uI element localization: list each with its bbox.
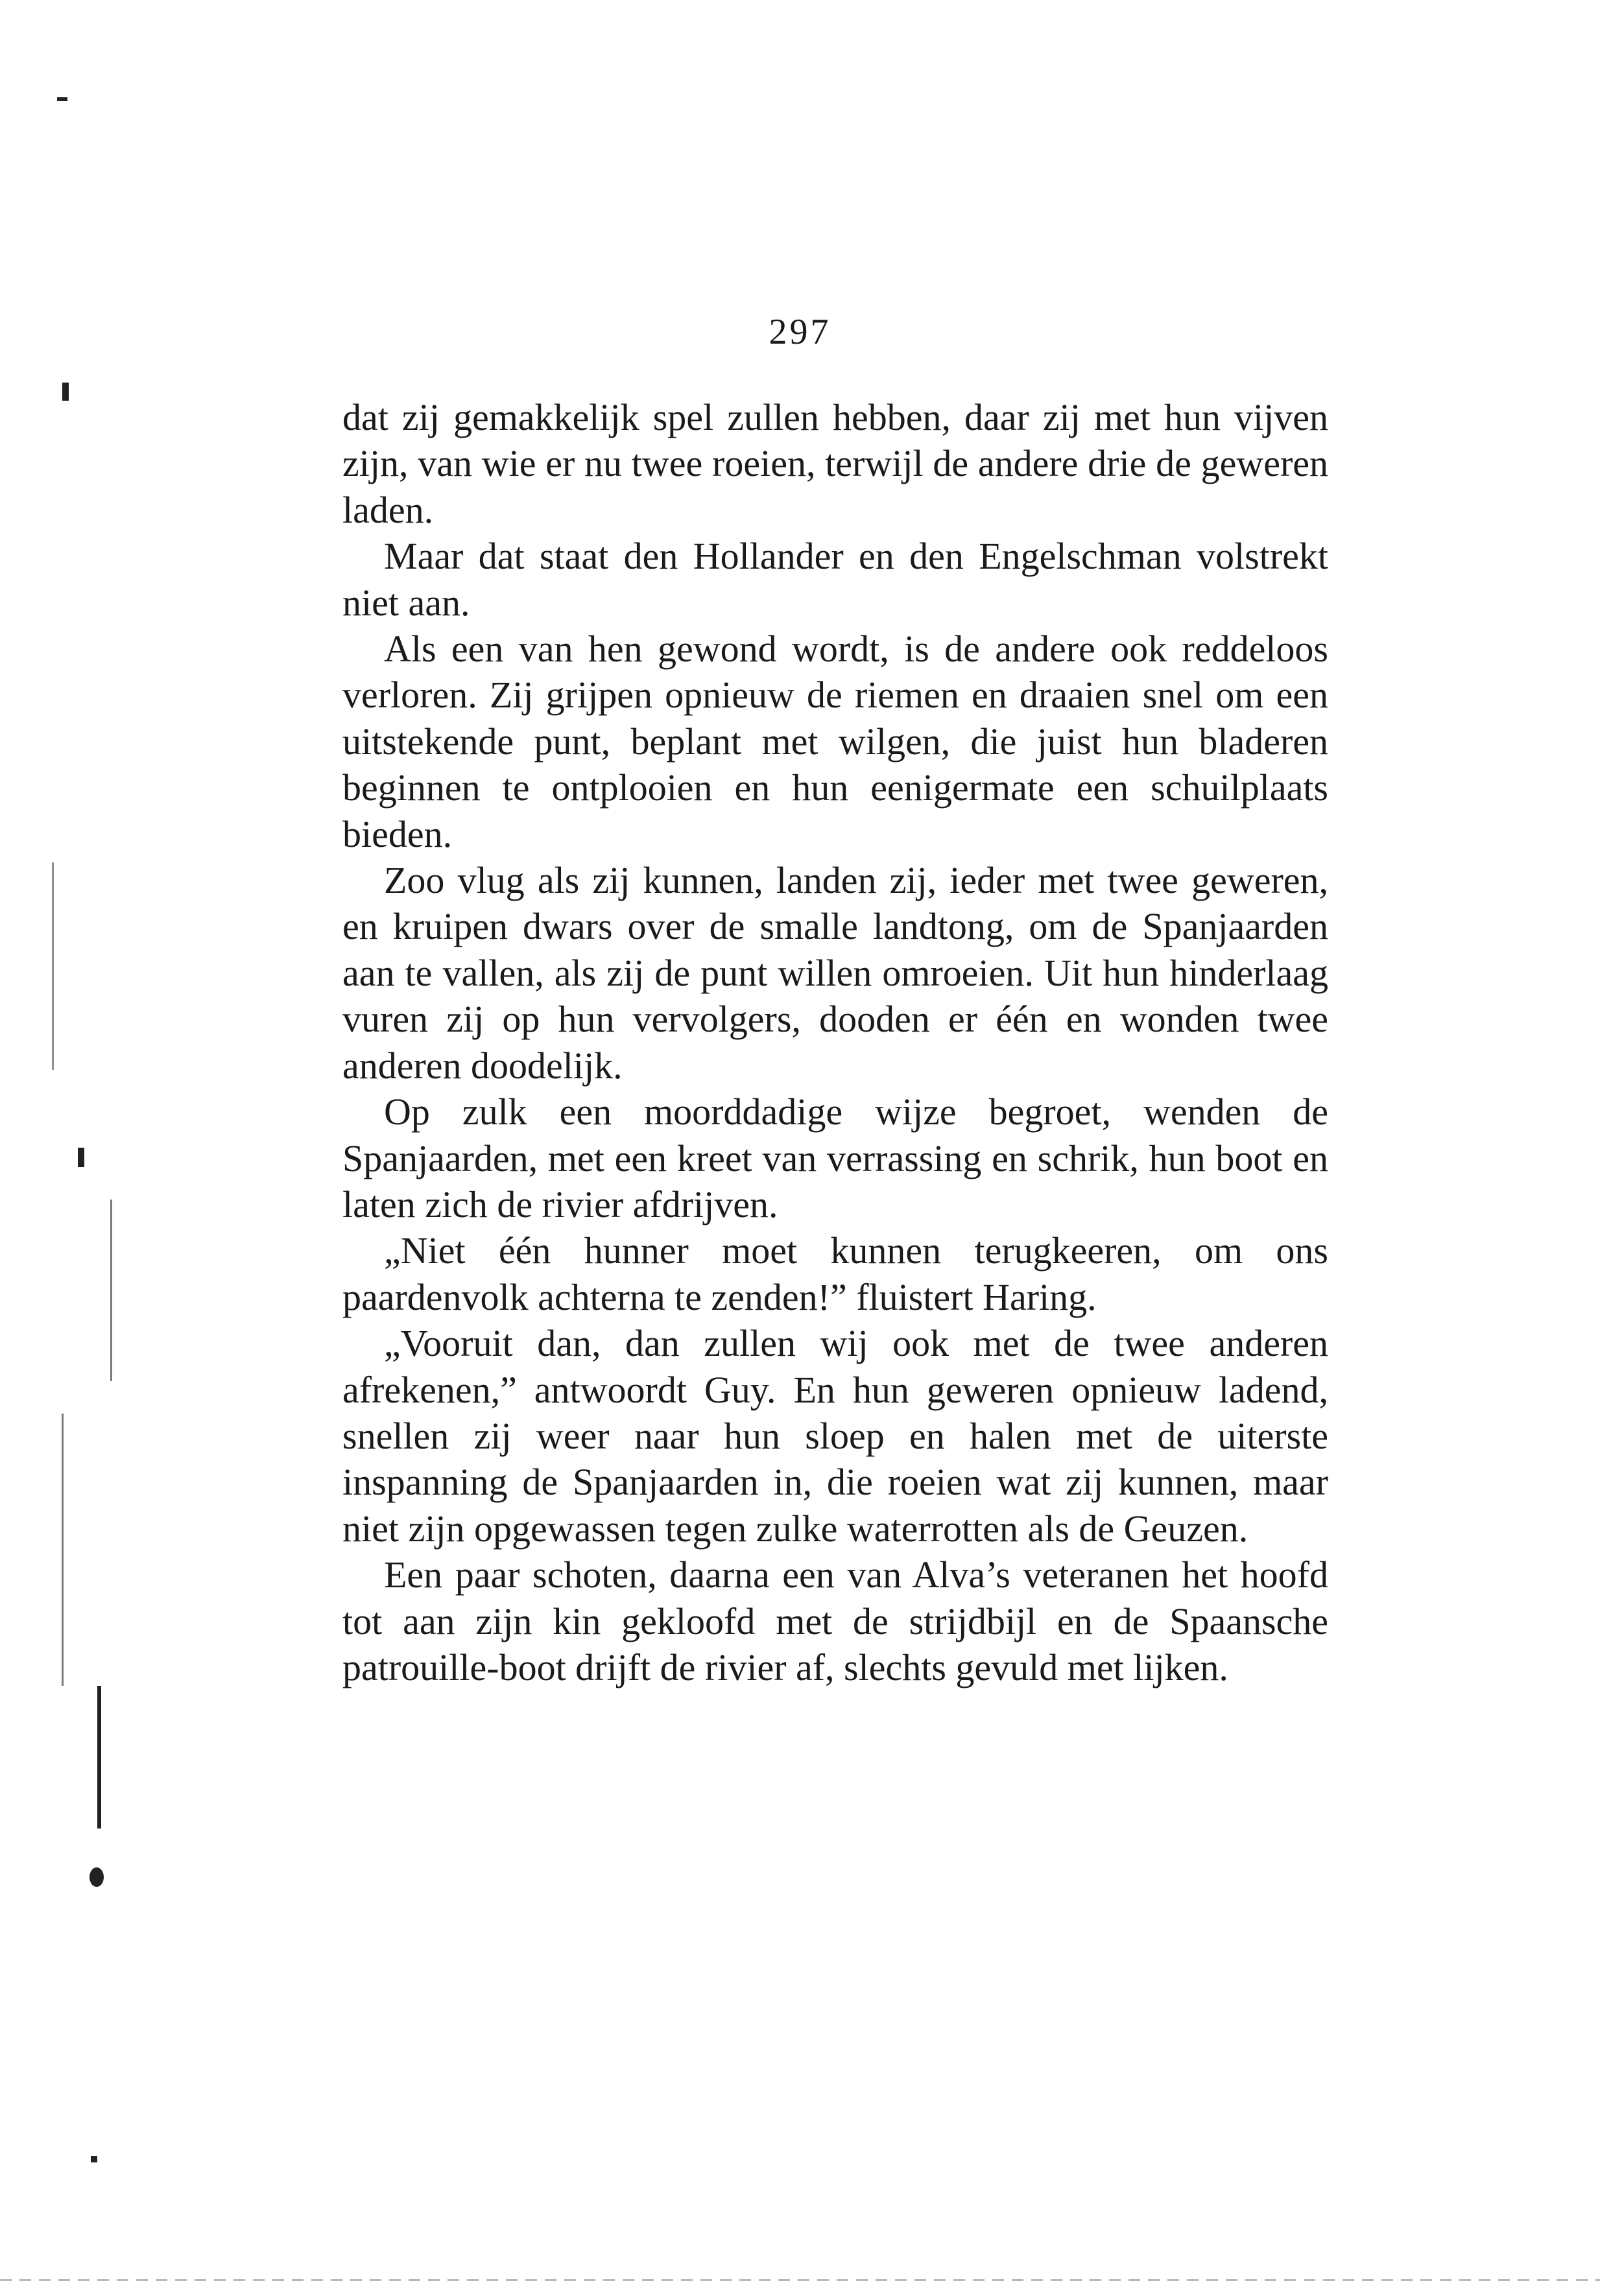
paragraph: Op zulk een moorddadige wijze begroet, wenden de Spanjaarden, met een kreet van verrassing en schrik, hun boot en laten zich de rivier afdrijven. xyxy=(342,1091,1328,1225)
scan-artifact xyxy=(62,383,69,401)
scan-artifact xyxy=(52,862,54,1070)
paragraph: Als een van hen gewond wordt, is de andere ook reddeloos verloren. Zij grijpen opnieuw de riemen en draaien snel om een uitstekende punt, beplant met wilgen, die juist hun bladeren beginnen te ontplooien en hun eenigermate een schuilplaats bieden. xyxy=(342,628,1328,855)
paragraph: Maar dat staat den Hollander en den Engelschman volstrekt niet aan. xyxy=(342,535,1328,624)
scan-artifact xyxy=(97,1686,101,1829)
body-text xyxy=(342,394,1328,1690)
scan-bottom-rule xyxy=(0,2279,1600,2281)
scan-artifact xyxy=(91,2156,97,2162)
scan-artifact xyxy=(78,1148,84,1167)
paragraph: „Vooruit dan, dan zullen wij ook met de twee anderen afrekenen,” antwoordt Guy. En hun geweren opnieuw ladend, snellen zij weer naar hun sloep en halen met de uiterste inspanning de Spanjaarden in, die roeien wat zij kunnen, maar niet zijn opgewassen tegen zulke waterrotten als de Geuzen. xyxy=(342,1322,1328,1550)
paragraph: Een paar schoten, daarna een van Alva’s veteranen het hoofd tot aan zijn kin gekloofd met de strijdbijl en de Spaansche patrouille-boot drijft de rivier af, slechts gevuld met lijken. xyxy=(342,1554,1328,1688)
scan-artifact xyxy=(110,1200,112,1381)
page-number: 297 xyxy=(769,312,831,352)
scan-artifact xyxy=(57,97,67,101)
scan-artifact xyxy=(62,1414,64,1686)
scan-artifact xyxy=(90,1867,104,1887)
paragraph: dat zij gemakkelijk spel zullen hebben, daar zij met hun vijven zijn, van wie er nu twee roeien, terwijl de andere drie de geweren laden. xyxy=(342,396,1328,531)
paragraph: Zoo vlug als zij kunnen, landen zij, ieder met twee geweren, en kruipen dwars over de smalle landtong, om de Spanjaarden aan te vallen, als zij de punt willen omroeien. Uit hun hinderlaag vuren zij op hun vervolgers, dooden er één en wonden twee anderen doodelijk. xyxy=(342,859,1328,1087)
paragraph: „Niet één hunner moet kunnen terugkeeren, om ons paardenvolk achterna te zenden!” fluistert Haring. xyxy=(342,1229,1328,1318)
